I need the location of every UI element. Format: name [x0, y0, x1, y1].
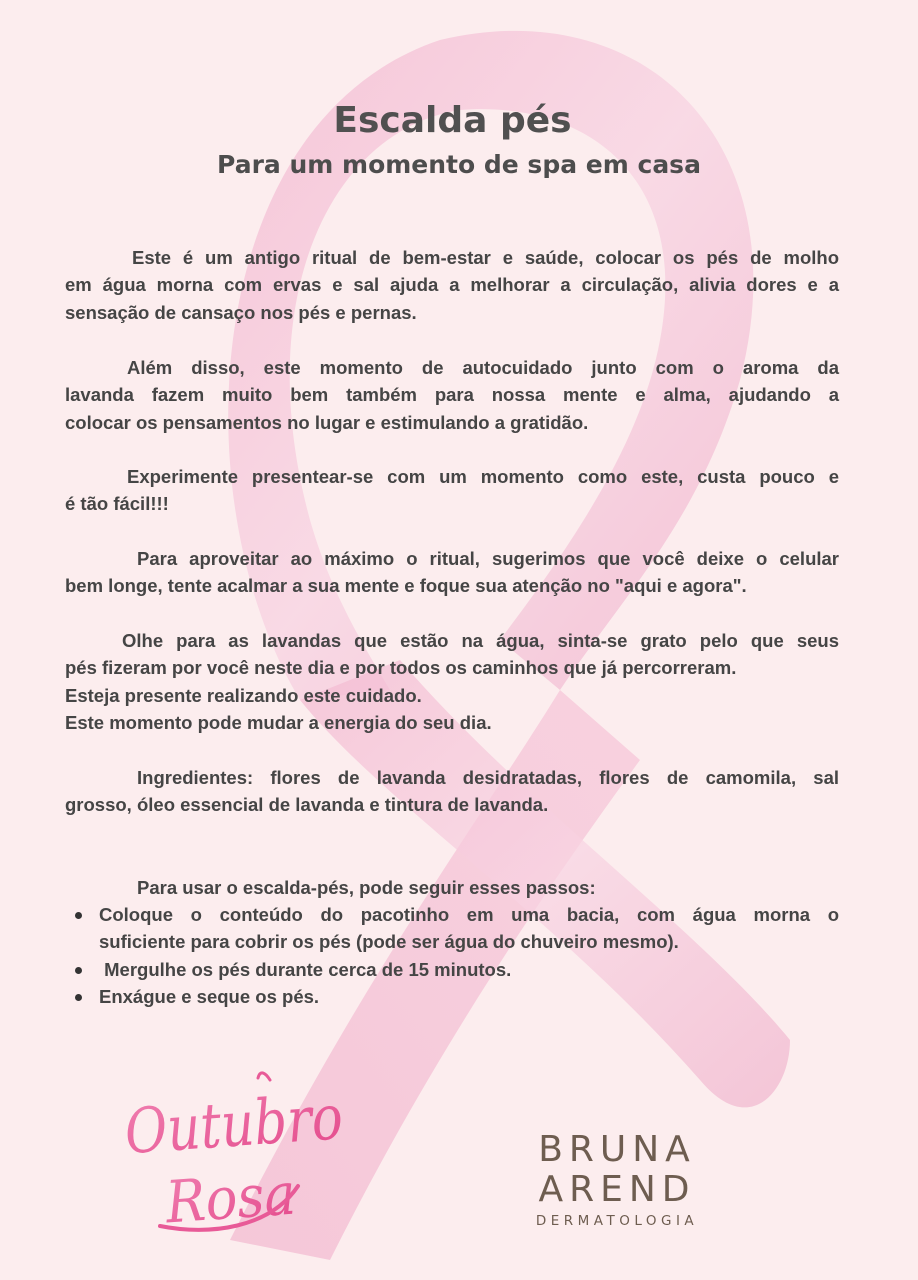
- list-item: Enxágue e seque os pés.: [65, 983, 839, 1010]
- brand-tagline: DERMATOLOGIA: [535, 1213, 699, 1229]
- steps-intro: Para usar o escalda-pés, pode seguir esses passos:: [137, 877, 596, 898]
- bullet-icon: [75, 967, 82, 974]
- paragraph-lavender: Olhe para as lavandas que estão na água, sinta-se grato pelo que seus pés fizeram por você neste dia e por todos os caminhos que já percorreram. Esteja presente realizando este cuidado. Este momento pode mudar a energia do seu dia.: [65, 630, 839, 734]
- brand-name: BRUNA AREND: [538, 1129, 696, 1210]
- steps-list: [65, 901, 839, 1011]
- paragraph-enjoy-ritual: Para aproveitar ao máximo o ritual, sugerimos que você deixe o celular bem longe, tente acalmar a sua mente e foque sua atenção no "aqui e agora".: [65, 548, 839, 597]
- bullet-icon: [75, 912, 82, 919]
- outubro-rosa-logo: [120, 1068, 390, 1237]
- bullet-icon: [75, 994, 82, 1001]
- brand-logo: [452, 1130, 782, 1230]
- page-subtitle: Para um momento de spa em casa: [217, 150, 701, 179]
- paragraph-intro: Este é um antigo ritual de bem-estar e saúde, colocar os pés de molho em água morna com ervas e sal ajuda a melhorar a circulação, alivia dores e a sensação de cansaço nos pés e pernas.: [65, 247, 839, 323]
- svg-text:Rosa: Rosa: [163, 1158, 311, 1237]
- page-title: Escalda pés: [333, 100, 572, 141]
- paragraph-ingredients: Ingredientes: flores de lavanda desidratadas, flores de camomila, sal grosso, óleo essencial de lavanda e tintura de lavanda.: [65, 767, 839, 816]
- paragraph-experiment: Experimente presentear-se com um momento como este, custa pouco e é tão fácil!!!: [65, 466, 839, 515]
- paragraph-selfcare: Além disso, este momento de autocuidado junto com o aroma da lavanda fazem muito bem também para nossa mente e alma, ajudando a colocar os pensamentos no lugar e estimulando a gratidão.: [65, 357, 839, 433]
- list-item: Coloque o conteúdo do pacotinho em uma bacia, com água morna o suficiente para cobrir os pés (pode ser água do chuveiro mesmo).: [65, 901, 839, 956]
- svg-text:Outubro: Outubro: [122, 1077, 390, 1169]
- list-item: Mergulhe os pés durante cerca de 15 minutos.: [65, 956, 839, 983]
